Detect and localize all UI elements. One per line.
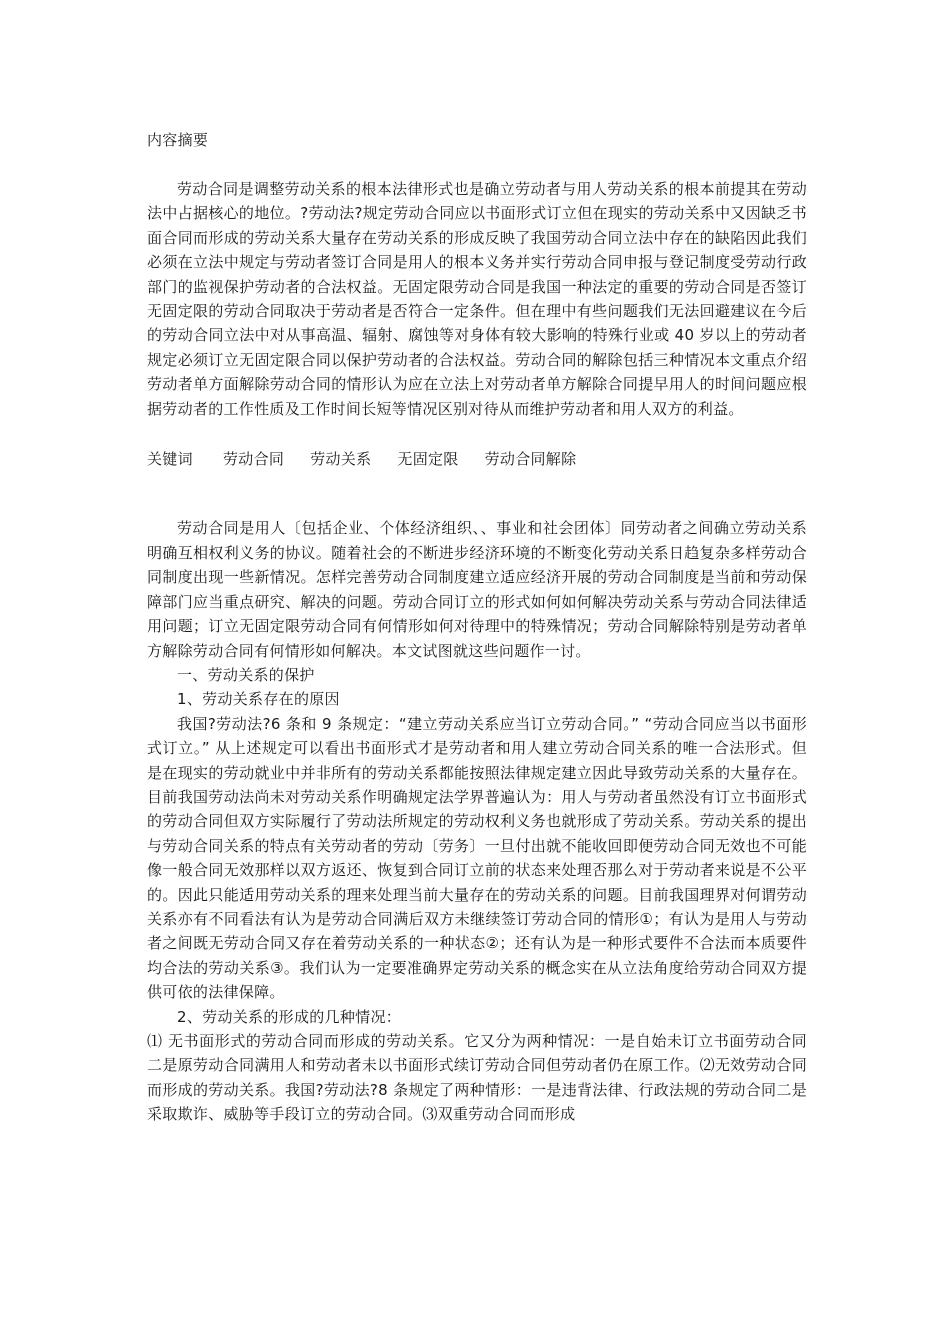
subsection-heading: 1、劳动关系存在的原因: [177, 690, 340, 709]
body-paragraph: ⑴ 无书面形式的劳动合同而形成的劳动关系。它又分为两种情况：一是自始未订立书面劳动合同二是原劳动合同满用人和劳动者未以书面形式续订劳动合同但劳动者仍在原工作。⑵无效劳动合同而形成的劳动关系。我国?劳动法?8 条规定了两种情形：一是违背法律、行政法规的劳动合同二是采取欺诈、威胁等手段订立的劳动合同。⑶双重劳动合同而形成: [147, 1032, 807, 1124]
abstract-paragraph: 劳动合同是调整劳动关系的根本法律形式也是确立劳动者与用人劳动关系的根本前提其在劳动法中占据核心的地位。?劳动法?规定劳动合同应以书面形式订立但在现实的劳动关系中又因缺乏书面合同而形成的劳动关系大量存在劳动关系的形成反映了我国劳动合同立法中存在的缺陷因此我们必须在立法中规定与劳动者签订合同是用人的根本义务并实行劳动合同申报与登记制度受劳动行政部门的监视保护劳动者的合法权益。无固定限劳动合同是我国一种法定的重要的劳动合同是否签订无固定限的劳动合同取决于劳动者是否符合一定条件。但在理中有些问题我们无法回避建议在今后的劳动合同立法中对从事高温、辐射、腐蚀等对身体有较大影响的特殊行业或 40 岁以上的劳动者规定必须订立无固定限合同以保护劳动者的合法权益。劳动合同的解除包括三种情况本文重点介绍劳动者单方面解除劳动合同的情形认为应在立法上对劳动者单方解除合同提早用人的时间问题应根据劳动者的工作性质及工作时间长短等情况区别对待从而维护劳动者和用人双方的利益。: [147, 180, 807, 418]
intro-paragraph: 劳动合同是用人〔包括企业、个体经济组织、、事业和社会团体〕同劳动者之间确立劳动关系明确互相权利义务的协议。随着社会的不断进步经济环境的不断变化劳动关系日趋复杂多样劳动合同制度出现一些新情况。怎样完善劳动合同制度建立适应经济开展的劳动合同制度是当前和劳动保障部门应当重点研究、解决的问题。劳动合同订立的形式如何如何解决劳动关系与劳动合同法律适用问题；订立无固定限劳动合同有何情形如何对待理中的特殊情况；劳动合同解除特别是劳动者单方解除劳动合同有何情形如何解决。本文试图就这些问题作一讨。: [147, 519, 807, 660]
subsection-heading: 2、劳动关系的形成的几种情况：: [177, 1007, 402, 1026]
keyword-item: 劳动合同: [223, 450, 285, 469]
body-paragraph: 我国?劳动法?6 条和 9 条规定：“建立劳动关系应当订立劳动合同。” “劳动合同应当以书面形式订立。” 从上述规定可以看出书面形式才是劳动者和用人建立劳动合同关系的唯一合法形式。但是在现实的劳动就业中并非所有的劳动关系都能按照法律规定建立因此导致劳动关系的大量存在。目前我国劳动法尚未对劳动关系作明确规定法学界普遍认为：用人与劳动者虽然没有订立书面形式的劳动合同但双方实际履行了劳动法所规定的劳动权利义务也就形成了劳动关系。劳动关系的提出与劳动合同关系的特点有关劳动者的劳动〔劳务〕一旦付出就不能收回即便劳动合同无效也不可能像一般合同无效那样以双方返还、恢复到合同订立前的状态来处理否那么对于劳动者来说是不公平的。因此只能适用劳动关系的理来处理当前大量存在的劳动关系的问题。目前我国理界对何谓劳动关系亦有不同看法有认为是劳动合同满后双方未继续签订劳动合同的情形①；有认为是用人与劳动者之间既无劳动合同又存在着劳动关系的一种状态②；还有认为是一种形式要件不合法而本质要件均合法的劳动关系③。我们认为一定要准确界定劳动关系的概念实在从立法角度给劳动合同双方提供可依的法律保障。: [147, 714, 807, 1002]
keywords-label: 关键词: [147, 450, 193, 469]
keyword-item: 劳动关系: [310, 450, 372, 469]
document-page: [147, 120, 807, 1127]
section-heading: 一、劳动关系的保护: [177, 665, 315, 684]
keyword-item: 无固定限: [397, 450, 459, 469]
abstract-title: 内容摘要: [147, 131, 209, 149]
keywords-line: [147, 447, 807, 471]
keyword-item: 劳动合同解除: [484, 450, 577, 469]
